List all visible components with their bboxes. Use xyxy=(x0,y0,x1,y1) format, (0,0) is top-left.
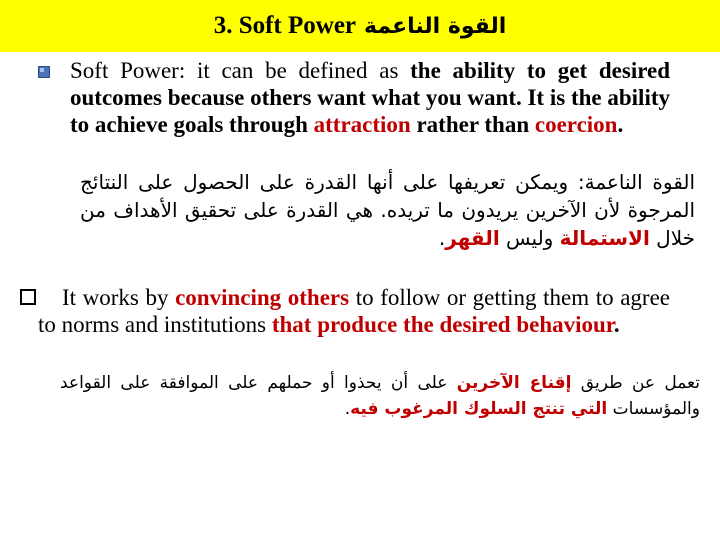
slide-title-ar: القوة الناعمة xyxy=(364,13,507,39)
title-bar xyxy=(0,0,720,52)
definition-ar-connector: وليس xyxy=(499,226,560,250)
definition-ar-period: . xyxy=(438,226,446,250)
mechanism-ar-connector: على أن يحذوا أو حملهم على الموافقة على القواعد والمؤسسات xyxy=(60,373,700,419)
definition-ar-text: القوة الناعمة: ويمكن تعريفها على أنها القدرة على الحصول على النتائج المرجوة لأن الآخرين يريدون ما تريده. هي القدرة على تحقيق الأهداف من خلال xyxy=(80,170,695,250)
desired-behaviour-highlight: that produce the desired behaviour xyxy=(271,312,614,337)
definition-bold-text: the ability to get desired outcomes because others want what you want. It is the ability to achieve goals through xyxy=(70,58,670,137)
soft-power-mechanism-ar xyxy=(60,370,700,422)
square-bullet-icon xyxy=(38,66,50,78)
mechanism-period: . xyxy=(613,312,620,337)
soft-power-mechanism-en xyxy=(38,284,670,338)
attraction-highlight: attraction xyxy=(313,112,411,137)
soft-power-definition-en xyxy=(70,57,670,138)
definition-connector: rather than xyxy=(410,112,535,137)
mechanism-text: It works by xyxy=(62,285,176,310)
definition-period: . xyxy=(617,112,624,137)
coercion-highlight: coercion xyxy=(534,112,618,137)
mechanism-ar-text: تعمل عن طريق xyxy=(571,373,700,393)
definition-text: Soft Power: it can be defined as xyxy=(70,58,411,83)
ar-convincing-highlight: إقناع الآخرين xyxy=(456,373,572,393)
ar-attraction-highlight: الاستمالة xyxy=(559,226,650,250)
mechanism-ar-period: . xyxy=(344,399,351,419)
square-outline-bullet-icon xyxy=(20,289,36,305)
ar-coercion-highlight: القهر xyxy=(445,226,500,250)
soft-power-definition-ar xyxy=(80,168,695,252)
slide-title-en: 3. Soft Power xyxy=(213,12,357,39)
mechanism-connector: to follow or getting them to agree to norms and institutions xyxy=(38,285,670,337)
convincing-others-highlight: convincing others xyxy=(175,285,350,310)
ar-desired-behaviour-highlight: التي تنتج السلوك المرغوب فيه xyxy=(350,399,608,419)
